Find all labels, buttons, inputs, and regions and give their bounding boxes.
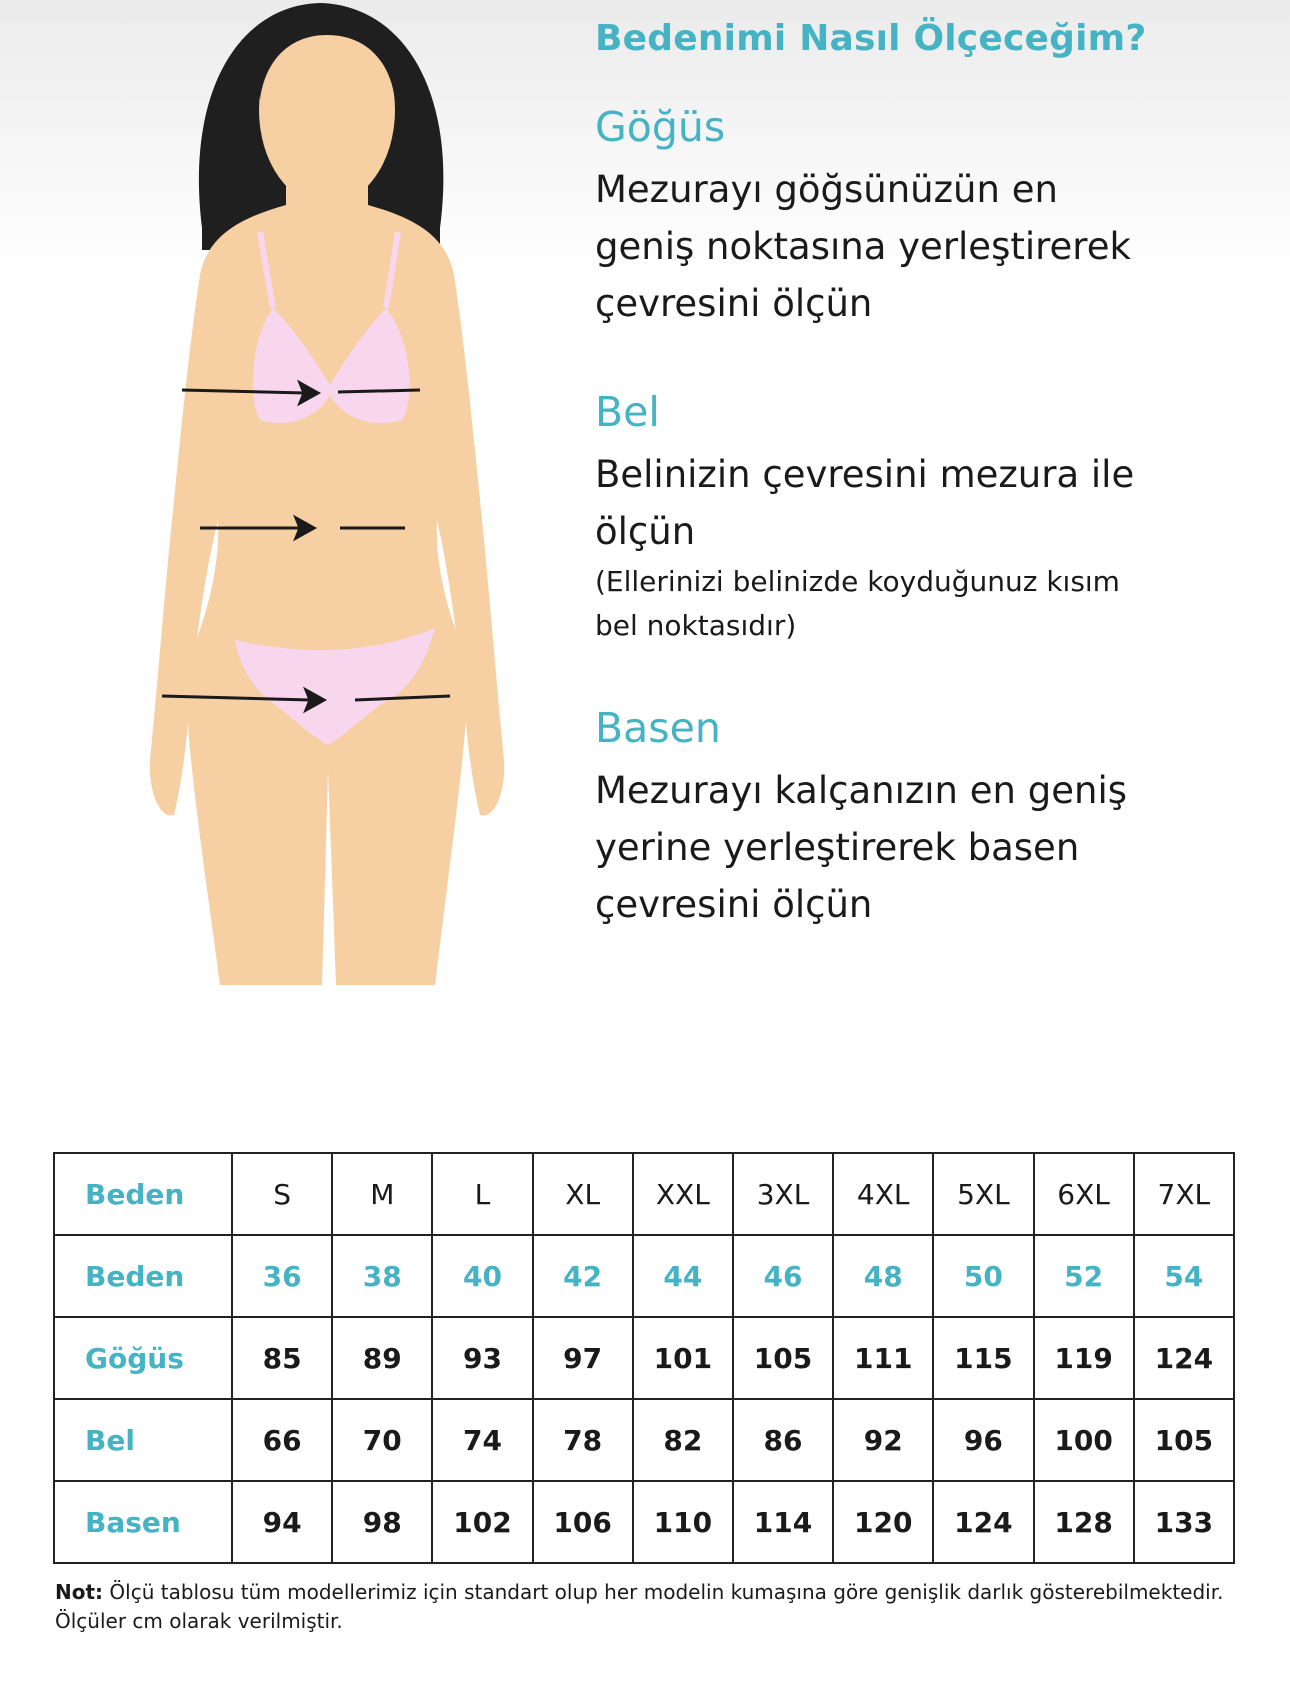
table-cell: 105 (1134, 1399, 1234, 1481)
size-table (53, 1152, 1235, 1564)
section-note-bel (595, 560, 1265, 648)
section-title-bel: Bel (595, 388, 660, 436)
footnote (55, 1578, 1255, 1636)
table-cell: 93 (432, 1317, 532, 1399)
table-cell: 115 (933, 1317, 1033, 1399)
body-line: Mezurayı kalçanızın en geniş (595, 769, 1128, 812)
table-cell: 66 (232, 1399, 332, 1481)
table-row (54, 1399, 1234, 1481)
table-cell: 96 (933, 1399, 1033, 1481)
table-cell: 85 (232, 1317, 332, 1399)
section-title-basen: Basen (595, 704, 721, 752)
section-body-gogus (595, 161, 1265, 332)
section-title-gogus: Göğüs (595, 103, 726, 151)
table-cell: 38 (332, 1235, 432, 1317)
table-row (54, 1317, 1234, 1399)
table-cell: 48 (833, 1235, 933, 1317)
table-cell: 133 (1134, 1481, 1234, 1563)
table-cell: 120 (833, 1481, 933, 1563)
table-cell: M (332, 1153, 432, 1235)
table-cell: XXL (633, 1153, 733, 1235)
table-cell: 74 (432, 1399, 532, 1481)
table-cell: XL (533, 1153, 633, 1235)
table-cell: 86 (733, 1399, 833, 1481)
table-cell: 42 (533, 1235, 633, 1317)
table-cell: 52 (1034, 1235, 1134, 1317)
body-line: ölçün (595, 510, 696, 553)
footnote-text: Ölçü tablosu tüm modellerimiz için standart olup her modelin kumaşına göre genişlik darlık gösterebilmektedir. (103, 1580, 1224, 1604)
table-cell: 82 (633, 1399, 733, 1481)
table-cell: 44 (633, 1235, 733, 1317)
table-cell: 119 (1034, 1317, 1134, 1399)
table-cell: 6XL (1034, 1153, 1134, 1235)
body-line: Mezurayı göğsünüzün en (595, 168, 1058, 211)
woman-body-measurement-icon (90, 0, 550, 985)
table-cell: 54 (1134, 1235, 1234, 1317)
section-bel (595, 386, 1265, 648)
table-cell: 105 (733, 1317, 833, 1399)
body-line: çevresini ölçün (595, 282, 873, 325)
table-row (54, 1235, 1234, 1317)
table-cell: 128 (1034, 1481, 1134, 1563)
row-header: Göğüs (54, 1317, 232, 1399)
table-cell: 4XL (833, 1153, 933, 1235)
woman-figure (90, 0, 550, 985)
table-cell: S (232, 1153, 332, 1235)
table-cell: 5XL (933, 1153, 1033, 1235)
table-row (54, 1481, 1234, 1563)
table-cell: 101 (633, 1317, 733, 1399)
table-cell: 106 (533, 1481, 633, 1563)
row-header: Beden (54, 1235, 232, 1317)
table-cell: 102 (432, 1481, 532, 1563)
note-line: bel noktasıdır) (595, 609, 797, 642)
table-cell: 36 (232, 1235, 332, 1317)
section-body-basen (595, 762, 1265, 933)
table-cell: 100 (1034, 1399, 1134, 1481)
table-cell: 94 (232, 1481, 332, 1563)
body-line: geniş noktasına yerleştirerek (595, 225, 1131, 268)
table-cell: 114 (733, 1481, 833, 1563)
body-line: yerine yerleştirerek basen (595, 826, 1080, 869)
footnote-line-2: Ölçüler cm olarak verilmiştir. (55, 1609, 343, 1633)
table-cell: 40 (432, 1235, 532, 1317)
table-cell: 97 (533, 1317, 633, 1399)
row-header: Beden (54, 1153, 232, 1235)
table-cell: 124 (933, 1481, 1033, 1563)
table-cell: 89 (332, 1317, 432, 1399)
guide-title: Bedenimi Nasıl Ölçeceğim? (595, 18, 1147, 59)
table-cell: 124 (1134, 1317, 1234, 1399)
table-cell: 50 (933, 1235, 1033, 1317)
body-line: çevresini ölçün (595, 883, 873, 926)
footnote-line-1 (55, 1578, 1255, 1607)
table-cell: L (432, 1153, 532, 1235)
body (150, 160, 504, 985)
table-cell: 111 (833, 1317, 933, 1399)
table-cell: 78 (533, 1399, 633, 1481)
table-cell: 46 (733, 1235, 833, 1317)
section-body-bel (595, 446, 1265, 560)
row-header: Basen (54, 1481, 232, 1563)
table-cell: 92 (833, 1399, 933, 1481)
body-line: Belinizin çevresini mezura ile (595, 453, 1135, 496)
table-cell: 7XL (1134, 1153, 1234, 1235)
table-cell: 70 (332, 1399, 432, 1481)
section-basen (595, 702, 1265, 933)
measurement-guide (595, 18, 1265, 987)
table-cell: 110 (633, 1481, 733, 1563)
row-header: Bel (54, 1399, 232, 1481)
table-cell: 3XL (733, 1153, 833, 1235)
table-cell: 98 (332, 1481, 432, 1563)
footnote-label: Not: (55, 1580, 104, 1604)
note-line: (Ellerinizi belinizde koyduğunuz kısım (595, 565, 1120, 598)
section-gogus (595, 101, 1265, 332)
table-row (54, 1153, 1234, 1235)
